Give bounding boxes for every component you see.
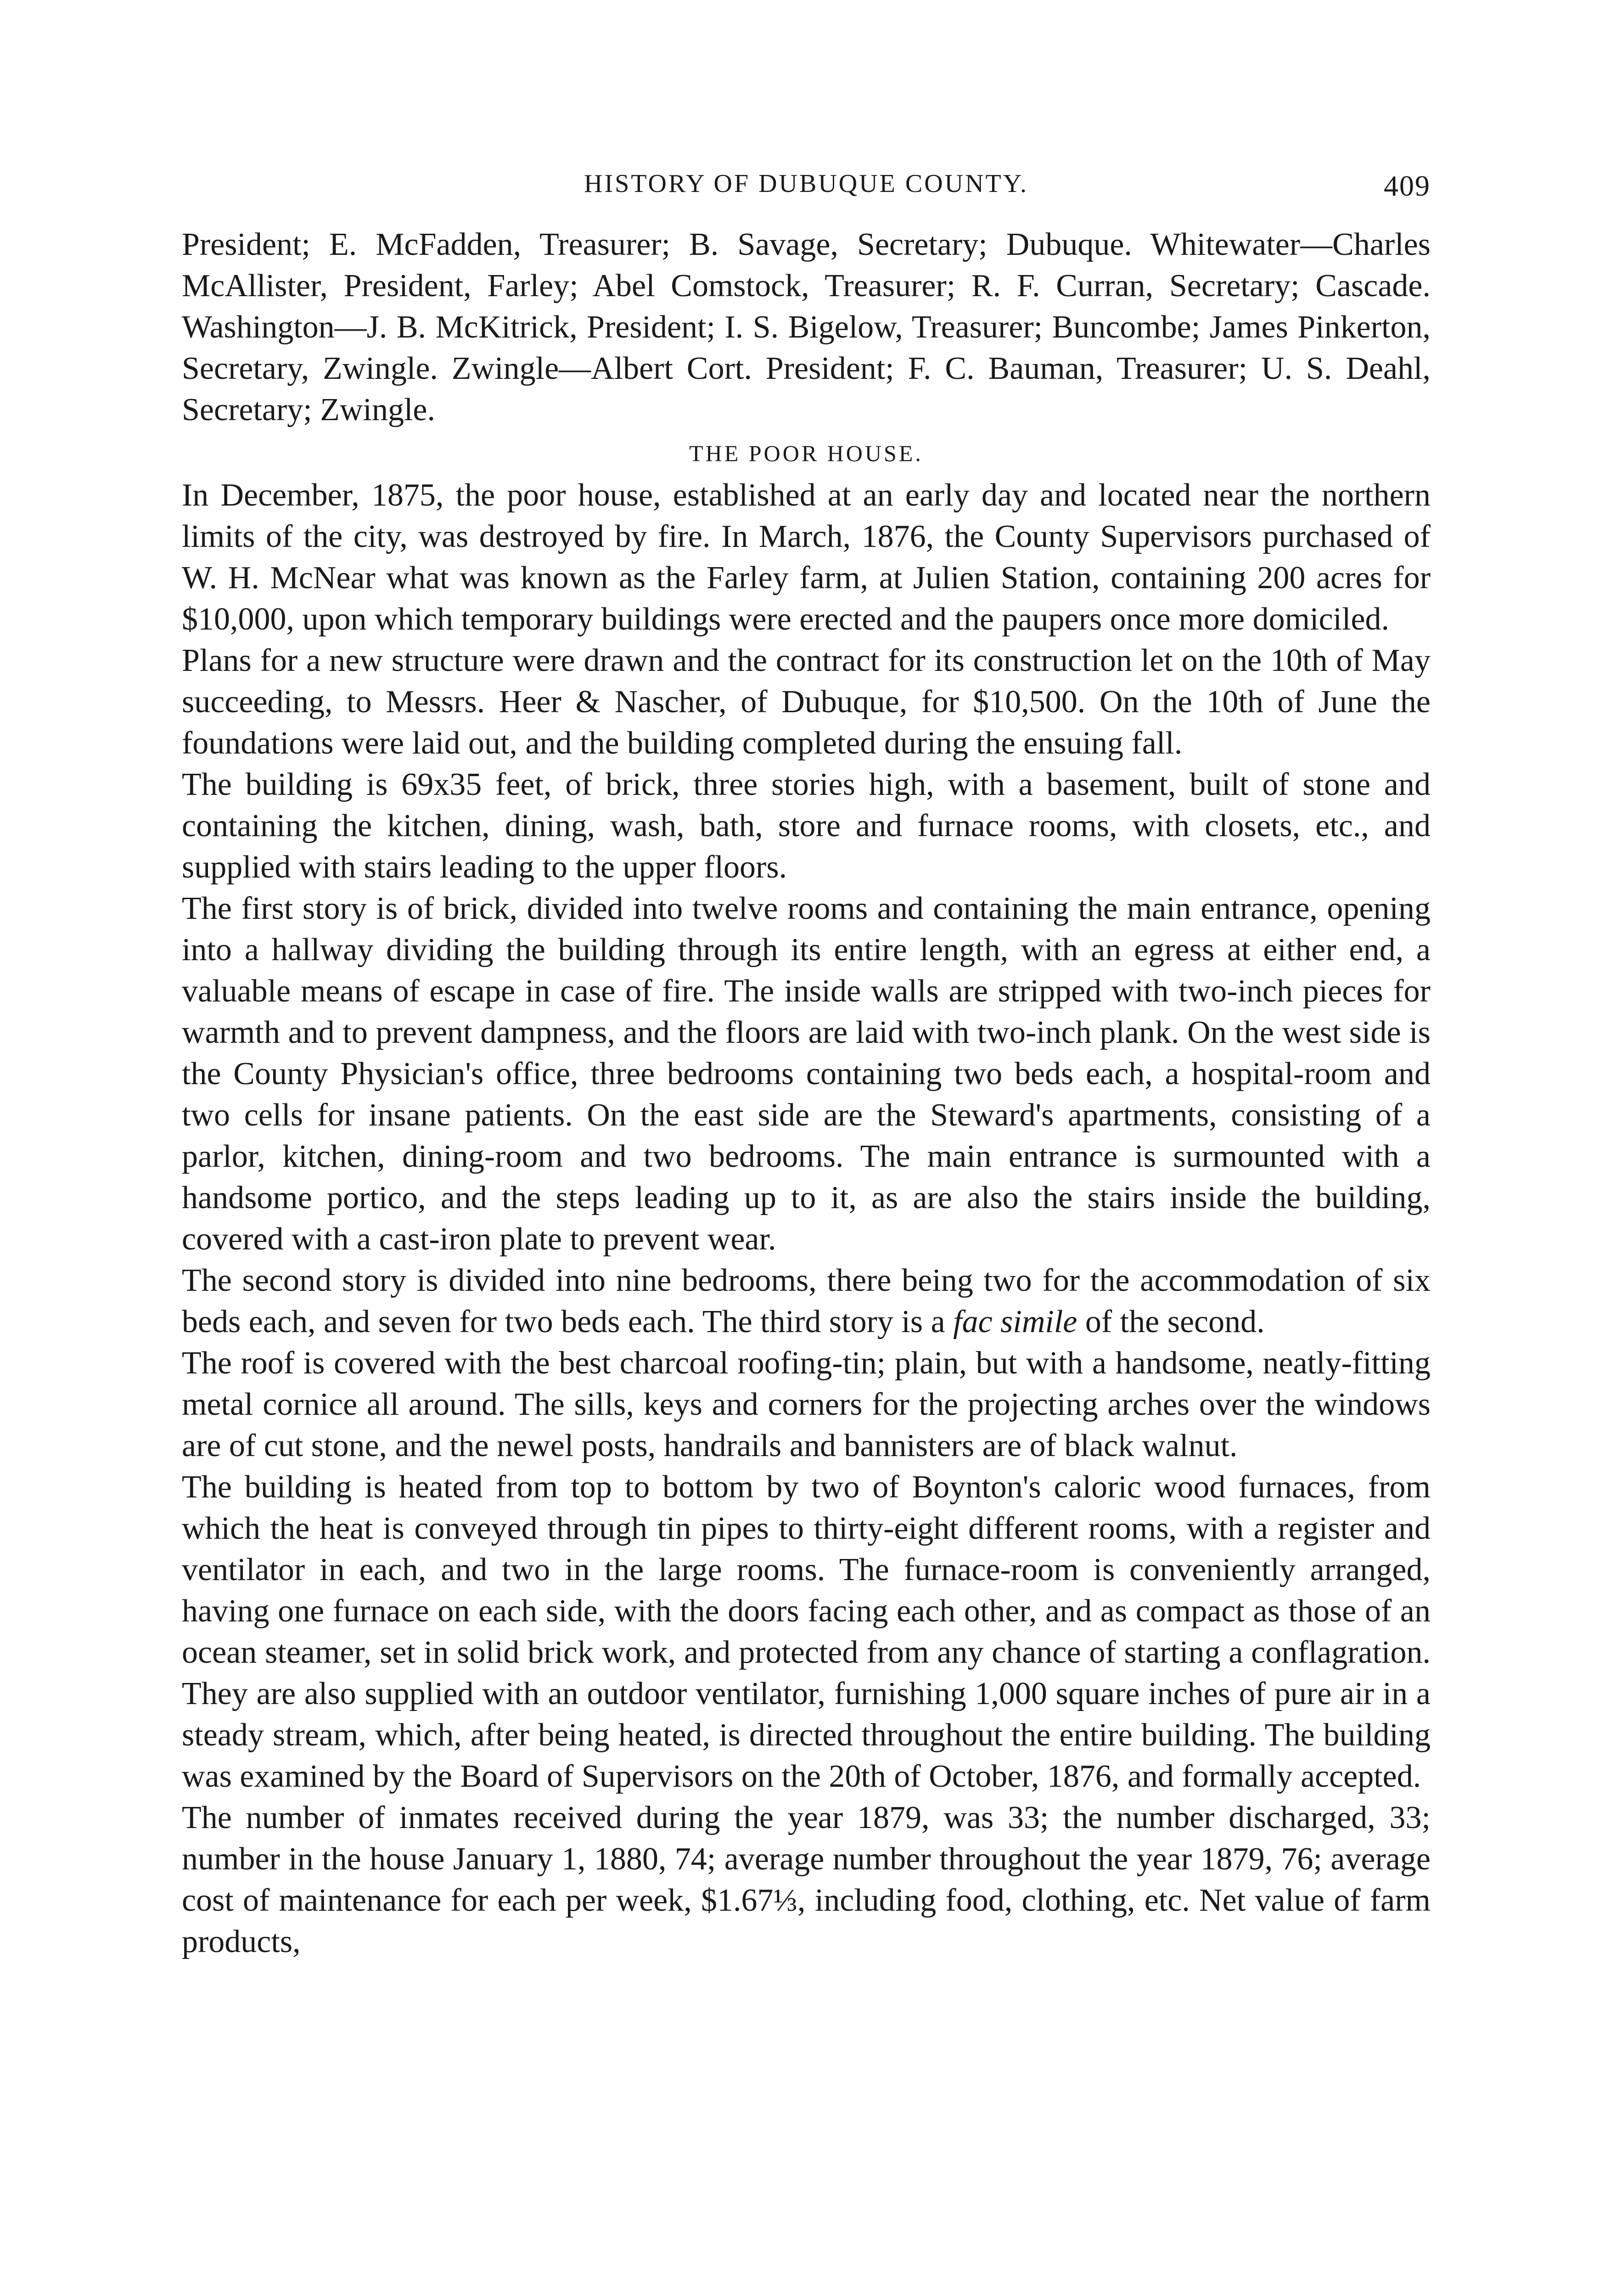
second-story-text-end: of the second.: [1077, 1304, 1265, 1339]
paragraph-first-story: The first story is of brick, divided into twelve rooms and containing the main entrance, opening into a hallway dividing the building through its entire length, with an egress at either end, a valuable means of escape in case of fire. The inside walls are stripped with two-inch pieces for warmth and to prevent dampness, and the floors are laid with two-inch plank. On the west side is the County Physician's office, three bedrooms containing two beds each, a hospital-room and two cells for insane patients. On the east side are the Steward's apartments, consisting of a parlor, kitchen, dining-room and two bedrooms. The main entrance is surmounted with a handsome portico, and the steps leading up to it, as are also the stairs inside the building, covered with a cast-iron plate to prevent wear.: [182, 891, 1431, 1257]
paragraph-december-1875: In December, 1875, the poor house, established at an early day and located near the northern limits of the city, was destroyed by fire. In March, 1876, the County Supervisors purchased of W. H. McNear what was known as the Farley farm, at Julien Station, containing 200 acres for $10,000, upon which temporary buildings were erected and the paupers once more domiciled.: [182, 478, 1431, 637]
paragraph-plans: Plans for a new structure were drawn and the contract for its construction let on the 10th of May succeeding, to Messrs. Heer & Nascher, of Dubuque, for $10,500. On the 10th of June the foundations were laid out, and the building completed during the ensuing fall.: [182, 643, 1431, 761]
book-page: [182, 169, 1431, 2296]
paragraph-roof: The roof is covered with the best charcoal roofing-tin; plain, but with a handsome, neatly-fitting metal cornice all around. The sills, keys and corners for the projecting arches over the windows are of cut stone, and the newel posts, handrails and bannisters are of black walnut.: [182, 1345, 1431, 1463]
fac-simile-italic: fac simile: [953, 1304, 1077, 1339]
paragraph-heating: The building is heated from top to bottom by two of Boynton's caloric wood furnaces, from which the heat is conveyed through tin pipes to thirty-eight different rooms, with a register and ventilator in each, and two in the large rooms. The furnace-room is conveniently arranged, having one furnace on each side, with the doors facing each other, and as compact as those of an ocean steamer, set in solid brick work, and protected from any chance of starting a conflagration. They are also supplied with an outdoor ventilator, furnishing 1,000 square inches of pure air in a steady stream, which, after being heated, is directed throughout the entire building. The building was examined by the Board of Supervisors on the 20th of October, 1876, and formally accepted.: [182, 1469, 1431, 1794]
body-text: [182, 224, 1431, 1963]
paragraph-intro: President; E. McFadden, Treasurer; B. Savage, Secretary; Dubuque. Whitewater—Charles McAllister, President, Farley; Abel Comstock, Treasurer; R. F. Curran, Secretary; Cascade. Washington—J. B. McKitrick, President; I. S. Bigelow, Treasurer; Buncombe; James Pinkerton, Secretary, Zwingle. Zwingle—Albert Cort. President; F. C. Bauman, Treasurer; U. S. Deahl, Secretary; Zwingle.: [182, 227, 1431, 428]
running-title: HISTORY OF DUBUQUE COUNTY.: [584, 169, 1028, 198]
paragraph-second-story: [182, 1260, 1431, 1343]
running-header: [182, 169, 1431, 224]
section-heading: THE POOR HOUSE.: [689, 440, 923, 466]
paragraph-building-dimensions: The building is 69x35 feet, of brick, three stories high, with a basement, built of stone and containing the kitchen, dining, wash, bath, store and furnace rooms, with closets, etc., and supplied with stairs leading to the upper floors.: [182, 767, 1431, 885]
second-story-text: The second story is divided into nine bedrooms, there being two for the accommodation of six beds each, and seven for two beds each. The third story is a: [182, 1263, 1431, 1339]
page-number: 409: [1384, 169, 1431, 202]
paragraph-inmates: The number of inmates received during the year 1879, was 33; the number discharged, 33; number in the house January 1, 1880, 74; average number throughout the year 1879, 76; average cost of maintenance for each per week, $1.67⅓, including food, clothing, etc. Net value of farm products,: [182, 1800, 1431, 1959]
